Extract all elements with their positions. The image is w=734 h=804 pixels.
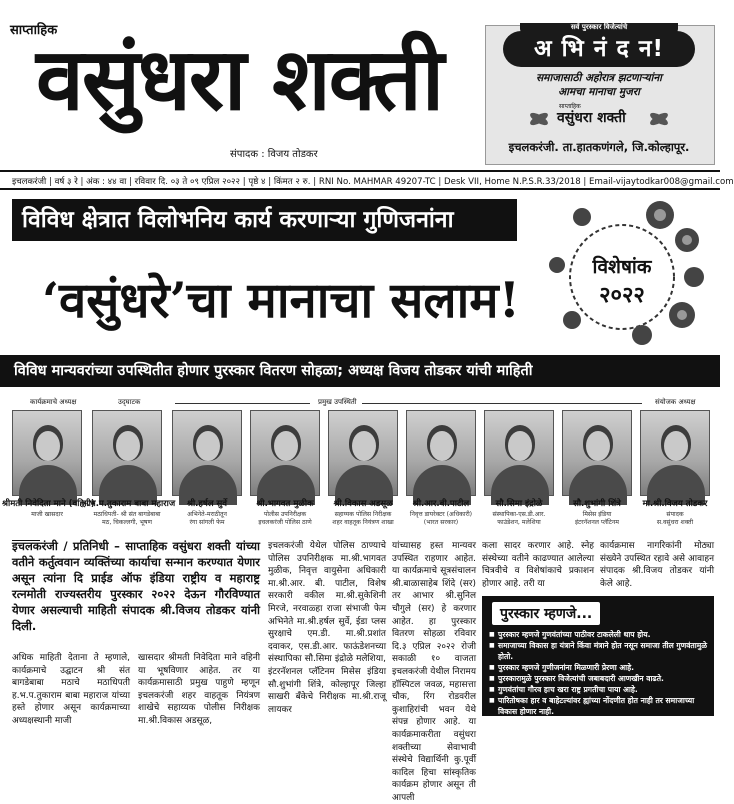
person-photo — [172, 410, 242, 496]
person-designation: पोलीस उपनिरीक्षक — [263, 511, 307, 518]
person-designation: सहाय्यक पोलिस निरीक्षक — [334, 511, 392, 518]
person-photo — [92, 410, 162, 496]
person-name: श्रीमती निवेदिता माने (वहिनी) — [2, 499, 95, 509]
visheshank-year: २०२२ — [599, 283, 645, 308]
person-photo — [640, 410, 710, 496]
person-designation-2: शहर वाहतूक नियंत्रण शाखा — [332, 519, 394, 526]
article-col3: इचलकरंजी येथेल पोलिस ठाण्याचे पोलिस उपनिरीक्षक मा.श्री.भागवत मुळीक, निवृत्त वायुसेना अधिकारी मा.श्री.आर. बी. पाटील, विशेष सरकारी वकील मा.श्री.सुकेशिनी मिरजे, नरवाळ्हा राजा संभाजी फेम अभिनेते मा.श्री.हर्षल सुर्वे, ईडा प्लस सुरक्षाचे एम.डी. मा.श्री.प्रशांत दवाकर, एस.डी.आर. फाऊंडेशनच्या संस्थापिका सौ.सिमा इंद्रोळे मलेशिया, इंटरनॅशनल प्लॅटिनम मिसेस इंडिया सौ.शुभांगी शिंत्रे, कोल्हापूर जिल्हा साखरी बँकेचे निरीक्षक मा.श्री.राजू लायकर — [268, 541, 386, 715]
person-designation-2: मठ, चिकल्लगी, भूषण — [102, 519, 152, 526]
headline-line2: ‘वसुंधरे’चा मानाचा सलाम! — [42, 271, 521, 329]
puraskar-box — [482, 596, 714, 716]
person-photo — [328, 410, 398, 496]
person-name: सौ.शुभांगी शिंत्रे — [573, 499, 621, 509]
article-col6: कार्यक्रमास नागरिकांनी मोठ्या संख्येने उपस्थित रहावे असे आवाहन संपादक श्री.विजय तोडकर यांनी केले आहे. — [600, 541, 714, 589]
role-inaugurator: उद्‌घाटक — [118, 398, 141, 406]
person-designation-2: इंटरनॅशनल प्लॅटिनम — [575, 519, 619, 526]
weekly-label: साप्ताहिक — [10, 23, 58, 38]
abhinandan-logo — [525, 102, 673, 136]
puraskar-item: ■ पारितोषका हार व बाहेटल्यांवर ह्यांच्या नोंदणीत होत नाही तर समाजाच्या विकास होणार नाही. — [498, 695, 708, 717]
visheshank-label: विशेषांक — [592, 256, 652, 278]
person-photo — [250, 410, 320, 496]
person-designation: संस्थापिका-एस.डी.आर. — [492, 511, 546, 518]
article-lead: इचलकरंजी / प्रतिनिधी – साप्ताहिक वसुंधरा शक्ती यांच्या वतीने कर्तुत्ववान व्यक्तिंच्या कार्याचा सन्मान करण्यात येणार असून त्यांना दि प्राईड ऑफ इंडिया राष्ट्रीय व महाराष्ट्र रत्नमोती राज्यस्तरीय पुरस्कार २०२२ देऊन गौरविण्यात येणार असल्याची माहिती संपादक श्री.विजय तोडकर यांनी दिली. — [12, 539, 260, 633]
puraskar-title: पुरस्कार म्हणजे... — [492, 602, 600, 625]
person-face — [274, 431, 298, 461]
person-face — [664, 431, 688, 461]
person-designation-2: (भारत सरकार) — [423, 519, 459, 526]
person-face — [116, 431, 140, 461]
person-designation: अभिनेते-मराठीतून — [187, 511, 227, 518]
person-face — [36, 431, 60, 461]
visheshank-badge — [542, 195, 712, 350]
role-divider-right — [362, 403, 642, 404]
article-col2: खासदार श्रीमती निवेदिता माने वहिनी या भूषविणार आहेत. तर या कार्यक्रमासाठी प्रमुख पाहुणे म्हणून इचलकरंजी शहर वाहतूक नियंत्रण शाखेचे सहाय्यक पोलीस निरीक्षक मा.श्री.विकास अडसूळ, — [138, 653, 260, 726]
puraskar-item: ■ पुरस्कार म्हणजे गुणीजनांना मिळणारी प्रेरणा आहे. — [498, 662, 708, 673]
article-col5: कला सादर करणार आहे. स्नेह संस्थेच्या वतीने काढण्यात आलेल्या चित्रवीचे व विशेषांकाचे प्रकाशन होणार आहे. तरी या — [482, 541, 594, 589]
person-photo — [12, 410, 82, 496]
person-name: मा.श्री.विजय तोडकर — [642, 499, 708, 509]
puraskar-item: ■ पुरस्कार म्हणजे गुणवंतांच्या पाठीवर टाकलेली थाप होय. — [498, 629, 708, 640]
puraskar-list — [482, 629, 714, 717]
person-designation-2: रंगा सांगली फेम — [189, 519, 225, 526]
person-face — [196, 431, 220, 461]
person-name: ह.भ.प.तुकाराम बाबा महाराज — [82, 499, 176, 509]
person-name: श्री.हर्षल सुर्वे — [186, 499, 228, 509]
puraskar-item: ■ समाजाच्या विकास हा यंत्राने किंवा मंत्राने होत नसून समाजा तील गुणवंतामुळे होतो. — [498, 640, 708, 662]
person-name: श्री.भागवत मुळीक — [256, 499, 314, 509]
puraskar-item: ■ गुणवंतांचा गौरव हाच खरा राष्ट्र प्रगतीचा पाया आहे. — [498, 684, 708, 695]
abhinandan-sub — [490, 71, 708, 99]
person-designation: संपादक — [666, 511, 684, 518]
sub-banner: विविध मान्यवरांच्या उपस्थितीत होणार पुरस्कार वितरण सोहळा; अध्यक्ष विजय तोडकर यांची माहिती — [0, 355, 720, 387]
person-face — [586, 431, 610, 461]
person-designation-2: स.वसुंधरा शक्ती — [656, 519, 694, 526]
role-guests: प्रमुख उपस्थिती — [318, 398, 357, 406]
issue-info-bar: इचलकरंजी | वर्ष ३ रे | अंक : ४४ वा | रविवार दि. ०३ ते ०९ एप्रिल २०२२ | पृष्ठे ४ | किंमत २ रु. | RNI No. MAHMAR 49207-TC | Desk VII, Home N.P.S.R.33/2018 | Email-vijaytodkar008@gmail.com — [0, 170, 720, 190]
article-col4: यांच्यासह हस्त मान्यवर उपस्थित राहणार आहेत. या कार्यक्रमाचे सूत्रसंचालन श्री.बाळासाहेब शिंदे (सर) तर आभार श्री.सुनिल चौगुले (सर) हे करणार आहेत. हा पुरस्कार वितरण सोहळा रविवार दि.३ एप्रिल २०२२ रोजी सकाळी १० वाजता इचलकरंजी येथील निरामय हॉस्पिटल जवळ, महासत्ता चौक, रिंग रोडवरील कुशाहिरांची भवन येथे संपन्न होणार आहे. या कार्यक्रमाकरीता वसुंधरा शक्तीच्या सेवाभावी संस्थेचे विद्यार्थिनी कु.पूर्वी कादिल हिचा सांस्कृतिक कार्यक्रम होणार असून ती आपली — [392, 541, 476, 803]
person-designation: माजी खासदार — [31, 511, 63, 518]
person-name: श्री.आर.बी.पाटील — [412, 499, 470, 509]
editor-line: संपादक : विजय तोडकर — [230, 149, 318, 160]
person-designation: मिसेस इंडिया — [582, 511, 612, 518]
person-face — [430, 431, 454, 461]
person-name: सौ.सिमा इंद्रोळे — [495, 499, 543, 509]
person-designation-2: इचलकरंजी पोलिस ठाणे — [258, 519, 312, 526]
person-photo — [484, 410, 554, 496]
person-designation-2: फाउंडेशन, मलेशिया — [497, 519, 541, 526]
abhinandan-title: अ भि नं द न! — [503, 31, 695, 67]
role-organizer: संयोजक अध्यक्ष — [655, 398, 696, 406]
role-chief: कार्यक्रमाचे अध्यक्ष — [30, 398, 77, 406]
abhinandan-logo-text: वसुंधरा शक्ती — [557, 110, 626, 126]
person-face — [352, 431, 376, 461]
headline-line1: विविध क्षेत्रात विलोभनिय कार्य करणाऱ्या गुणिजनांना — [12, 199, 517, 241]
role-divider-left — [175, 403, 310, 404]
abhinandan-sub-line1: समाजासाठी अहोरात्र झटणाऱ्यांना — [536, 72, 662, 84]
person-photo — [406, 410, 476, 496]
newspaper-title: वसुंधरा शक्ती — [36, 29, 443, 130]
abhinandan-sub-line2: आमचा मानाचा मुजरा — [558, 86, 640, 98]
person-photo — [562, 410, 632, 496]
abhinandan-logo-small: साप्ताहिक — [559, 103, 581, 110]
person-designation: मठाधिपती- श्री संत बागडेबाबा — [93, 511, 161, 518]
person-name: श्री.विकास अडसूळ — [333, 499, 393, 509]
puraskar-item: ■ पुरस्कारामुळे पुरस्कार विजेत्यांची जबाबदारी आणखीन वाढते. — [498, 673, 708, 684]
person-face — [508, 431, 532, 461]
abhinandan-address: इचलकरंजी. ता.हातकणंगले, जि.कोल्हापूर. — [508, 140, 690, 154]
article-col1: अधिक माहिती देताना ते म्हणाले, कार्यक्रमाचे उद्घाटन श्री संत बागडेबाबा मठाचे मठाधिपती ह.भ.प.तुकाराम बाबा महाराज यांच्या हस्ते होणार असून कार्यक्रमाच्या अध्यक्षस्थानी माजी — [12, 653, 130, 726]
abhinandan-top-text: सर्व पुरस्कार विजेत्यांचे — [570, 23, 628, 31]
person-designation: निवृत्त डायरेक्टर (अधिकारी) — [409, 511, 473, 518]
